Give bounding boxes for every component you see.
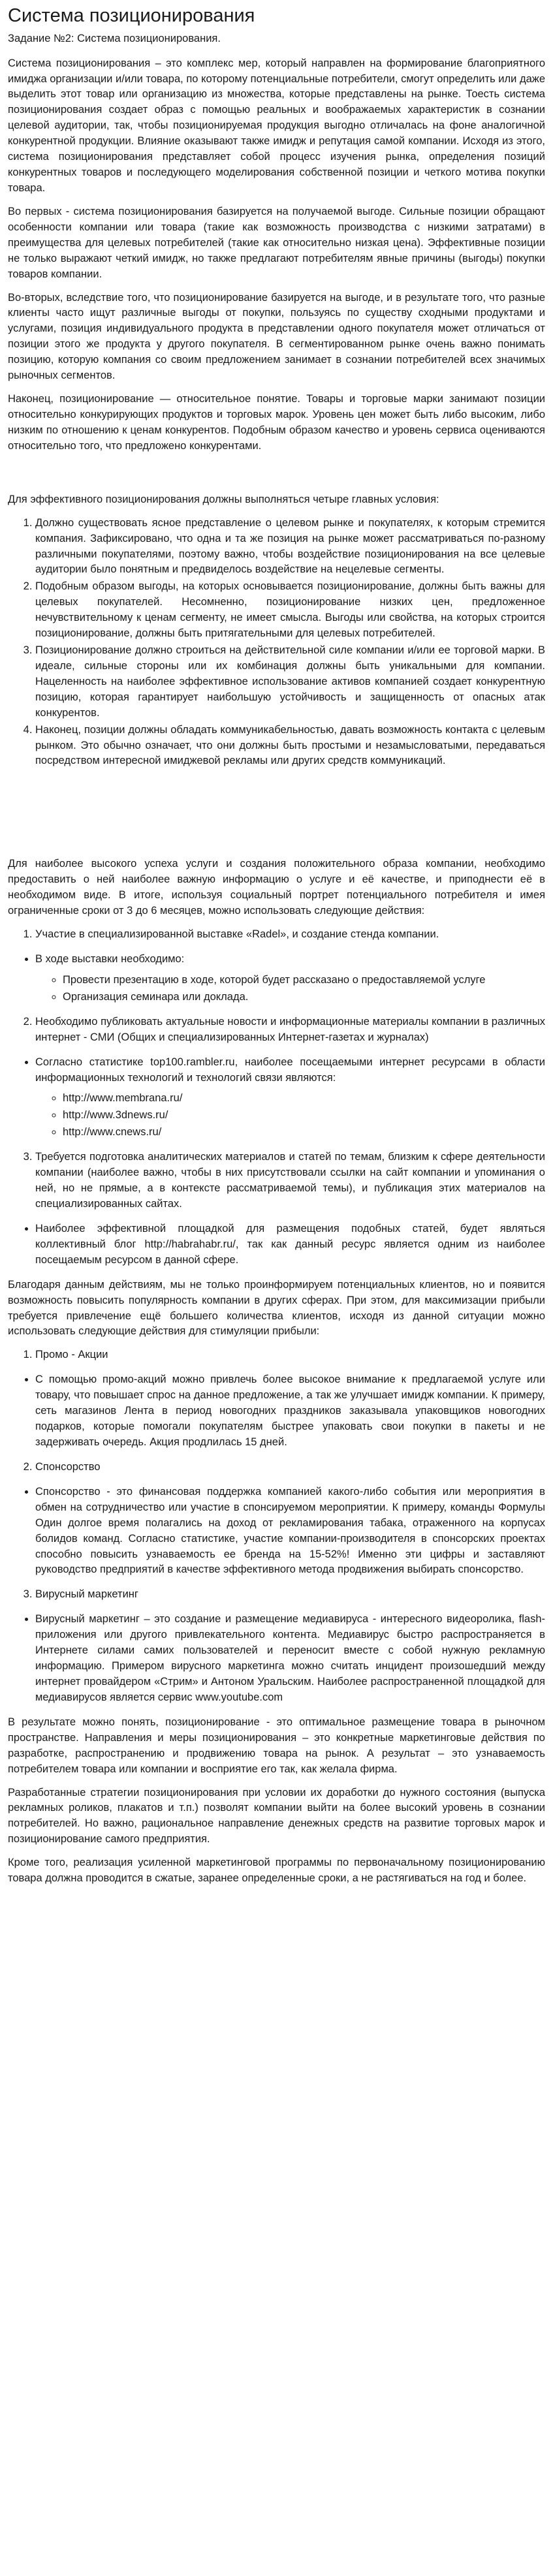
site-link[interactable]: ◦ http://www.membrana.ru/ [63, 1091, 545, 1107]
viral-list [8, 1587, 545, 1603]
bullet-text: В ходе выставки необходимо: [35, 953, 185, 966]
condition-item: 4. Наконец, позиции должны обладать коммуникабельностью, давать возможность контакта с целевым рынком. Это обычно означает, что они должны быть простыми и незамысловатыми, передаваться посредством интересной имиджевой рекламы или других средств коммуникаций. [35, 723, 545, 770]
sponsor-list [8, 1460, 545, 1475]
intro-paragraph-1: Система позиционирования – это комплекс мер, который направлен на формирование благоприятного имиджа организации и/или товара, по которому потенциальные потребители, смогут определить или даже выделить этот товар или организацию из множества, которые представлены на рынке. Тоесть система позиционирования создает образ с помощью реальных и воображаемых характеристик в сознании целевой аудитории, так, чтобы позиционируемая продукция выгодно отличалась на фоне аналогичной конкурентной продукции. Влияние оказывают также имидж и репутация самой компании. Исходя из этого, система позиционирования представляет собой процесс изучения рынка, определения позиций конкурентных товаров и последующего моделирования собственной позиции и четкого мотива покупки товара. [8, 57, 545, 194]
promo-text: • С помощью промо-акций можно привлечь более высокое внимание к предлагаемой услуге или товару, что повышает спрос на данное предложение, а так же улучшает имидж компании. К примеру, сеть магазинов Лента в период новогодних праздников заказывала упаковщиков новогодних подарков, которые помогали покупателям быстрее упаковать свои покупки в пакеты и не задерживать очередь. Акция продлилась 15 дней. [35, 1372, 545, 1451]
conditions-intro: Для эффективного позиционирования должны выполняться четыре главных условия: [8, 493, 439, 505]
rambler-list [8, 1055, 545, 1141]
conditions-list [8, 516, 545, 770]
condition-item: 3. Позиционирование должно строиться на действительной силе компании и/или ее торговой марки. В идеале, сильные стороны или их комбинация должны быть уникальными для компании. Нацеленность на наиболее эффективное использование активов компанией создает конкурентную позицию, которая гарантирует наибольшую устойчивость и защищенность от опасных атак конкурентов. [35, 643, 545, 721]
page-title: Система позиционирования [8, 5, 255, 26]
action-item-analytics: 3. Требуется подготовка аналитических материалов и статей по темам, близким к сфере деятельности компании (наиболее важно, чтобы в них присутствовали ссылки на сайт компании и упоминания о ней, но не прямые, а в контексте рассматриваемой темы), и публикация этих материалов на специализированных сайтах. [35, 1150, 545, 1212]
promo-list [8, 1347, 545, 1363]
viral-bullets [8, 1612, 545, 1706]
sites-list [35, 1091, 545, 1140]
condition-item: 2. Подобным образом выгоды, на которых основывается позиционирование, должны быть важны для целевых покупателей. Несомненно, позиционирование низких цен, предложенное нечувствительному к ценам сегменту, не имеет смысла. Выгоды или свойства, на которых строится позиционирование, должны быть притягательными для целевых потребителей. [35, 579, 545, 642]
conclusion-paragraph-1: В результате можно понять, позиционирование - это оптимальное размещение товара в рыночном пространстве. Направления и меры позиционирования – это конкретные маркетинговые действия по разработке, распространению и продвижению товара на рынок. А результат – это узнаваемость потребителем товара или компании и восприятие его так, как желала фирма. [8, 1716, 545, 1775]
sub-item: ◦ Провести презентацию в ходе, которой будет рассказано о предоставляемой услуге [63, 973, 545, 988]
habr-list [8, 1221, 545, 1268]
site-link[interactable]: ◦ http://www.3dnews.ru/ [63, 1108, 545, 1123]
rambler-text: Согласно статистике top100.rambler.ru, наиболее посещаемыми интернет ресурсами в области информационных технологий и технологий связи являются: [35, 1056, 545, 1084]
promo-bullets [8, 1372, 545, 1451]
condition-item: 1. Должно существовать ясное представление о целевом рынке и покупателях, к которым стремится компания. Зафиксировано, что одна и та же позиция на рынке может рассматриваться по-разному различными покупателями, поэтому важно, чтобы воздействие позиционирования на все целевые аудитории было понятным и предвиделось воздействие на нецелевые сегменты. [35, 516, 545, 578]
sponsor-heading: 2. Спонсорство [35, 1460, 545, 1475]
viral-text: • Вирусный маркетинг – это создание и размещение медиавируса - интересного видеоролика, flash-приложения или другого привлекательного контента. Медиавирус быстро распространяется в Интернете силами самих пользователей и переносит вместе с собой нужную рекламную информацию. Примером вирусного маркетинга можно считать инцидент произошедший между интернет провайдером «Стрим» и Антоном Уральским. Наиболее распространенной площадкой для медиавирусов является сервис www.youtube.com [35, 1612, 545, 1706]
intro-paragraph-4: Наконец, позиционирование — относительное понятие. Товары и торговые марки занимают позиции относительно конкурирующих продуктов и торговых марок. Уровень цен может быть либо высоким, либо низким по отношению к ценам конкурентов. Подобным образом качество и уровень сервиса оцениваются относительно того, что предложено конкурентами. [8, 393, 545, 452]
viral-heading: 3. Вирусный маркетинг [35, 1587, 545, 1603]
stimulate-paragraph: Благодаря данным действиям, мы не только проинформируем потенциальных клиентов, но и появится возможность повысить популярность компании в других сферах. При этом, для максимизации прибыли требуется привлечение ещё большего количества клиентов, исходя из данной ситуации можно использовать следующие действия для стимуляции прибыли: [8, 1278, 545, 1338]
intro-paragraph-2: Во первых - система позиционирования базируется на получаемой выгоде. Сильные позиции обращают особенности компании или товара (такие как возможность производства с низкими затратами) в преимущества для целевых потребителей (такие как относительно низкая цена). Эффективные позиции не только выражают четкий имидж, но также предлагают потребителям явные причины (выгоды) покупки товаров компании. [8, 205, 545, 280]
actions-list-a [8, 927, 545, 943]
exhibition-sub-list [35, 973, 545, 1005]
conclusion-paragraph-3: Кроме того, реализация усиленной маркетинговой программы по первоначальному позиционированию товара должна проводится в сжатые, заранее определенные сроки, а не растягиваться на год и более. [8, 1857, 545, 1885]
sponsor-bullets [8, 1484, 545, 1579]
assignment-subtitle: Задание №2: Система позиционирования. [8, 32, 221, 44]
action-item-publish: 2. Необходимо публиковать актуальные новости и информационные материалы компании в различных интернет - СМИ (Общих и специализированных Интернет-газетах и журналах) [35, 1014, 545, 1046]
action-item-exhibition [35, 927, 545, 943]
sponsor-text: • Спонсорство - это финансовая поддержка компанией какого-либо события или мероприятия в обмен на сотрудничество или участие в спонсируемом мероприятии. К примеру, команды Формулы Один долгое время полагались на доход от рекламирования табака, отраженного на корпусах болидов команд. Согласно статистике, участие компании-производителя в спонсорских проектах способно повысить узнаваемость ее бренда на 15-52%! Именно эти цифры и заставляют руководство предприятий в качестве эффективного метода продвижения выбирать спонсорство. [35, 1484, 545, 1579]
spacer [8, 462, 545, 492]
success-paragraph: Для наиболее высокого успеха услуги и создания положительного образа компании, необходимо предоставить о ней наиболее важную информацию о услуге и её качестве, и приподнести её в необходимом виде. В итоге, используя социальный портрет потенциального потребителя и имея ограниченные сроки от 3 до 6 месяцев, можно использовать следующие действия: [8, 858, 545, 917]
action-item-text: Участие в специализированной выставке «Radel», и создание стенда компании. [35, 928, 439, 941]
sub-item: ◦ Организация семинара или доклада. [63, 990, 545, 1005]
actions-list-c [8, 1150, 545, 1212]
conclusion-paragraph-2: Разработанные стратегии позиционирования при условии их доработки до нужного состояния (выпуска рекламных роликов, плакатов и т.п.) позволят компании выйти на более высокий уровень в сознании потребителей. Но важно, рациональное направление денежных средств на развитие торговых марок и позиционирование самого предприятия. [8, 1786, 545, 1846]
intro-paragraph-3: Во-вторых, вследствие того, что позиционирование базируется на выгоде, и в результате того, что разные клиенты часто ищут различные выгоды от покупки, пользуясь по существу сходными продуктами и услугами, позиция индивидуального продукта в представлении одного покупателя может отличаться от позиции этого же продукта у другого покупателя. В сегментированном рынке очень важно понимать позицию, которую компания со своим предложением занимает в сознании потребителей всех значимых рыночных сегментов. [8, 291, 545, 382]
actions-list-b [8, 1014, 545, 1046]
site-link[interactable]: ◦ http://www.cnews.ru/ [63, 1125, 545, 1140]
exhibition-bullet [35, 952, 545, 1005]
exhibition-bullets [8, 952, 545, 1005]
spacer [8, 778, 545, 856]
promo-heading: 1. Промо - Акции [35, 1347, 545, 1363]
habr-item: • Наиболее эффективной площадкой для размещения подобных статей, будет являться коллективный блог http://habrahabr.ru/, так как данный ресурс является одним из наиболее посещаемым ресурсом в данной сфере. [35, 1221, 545, 1268]
rambler-item [35, 1055, 545, 1141]
